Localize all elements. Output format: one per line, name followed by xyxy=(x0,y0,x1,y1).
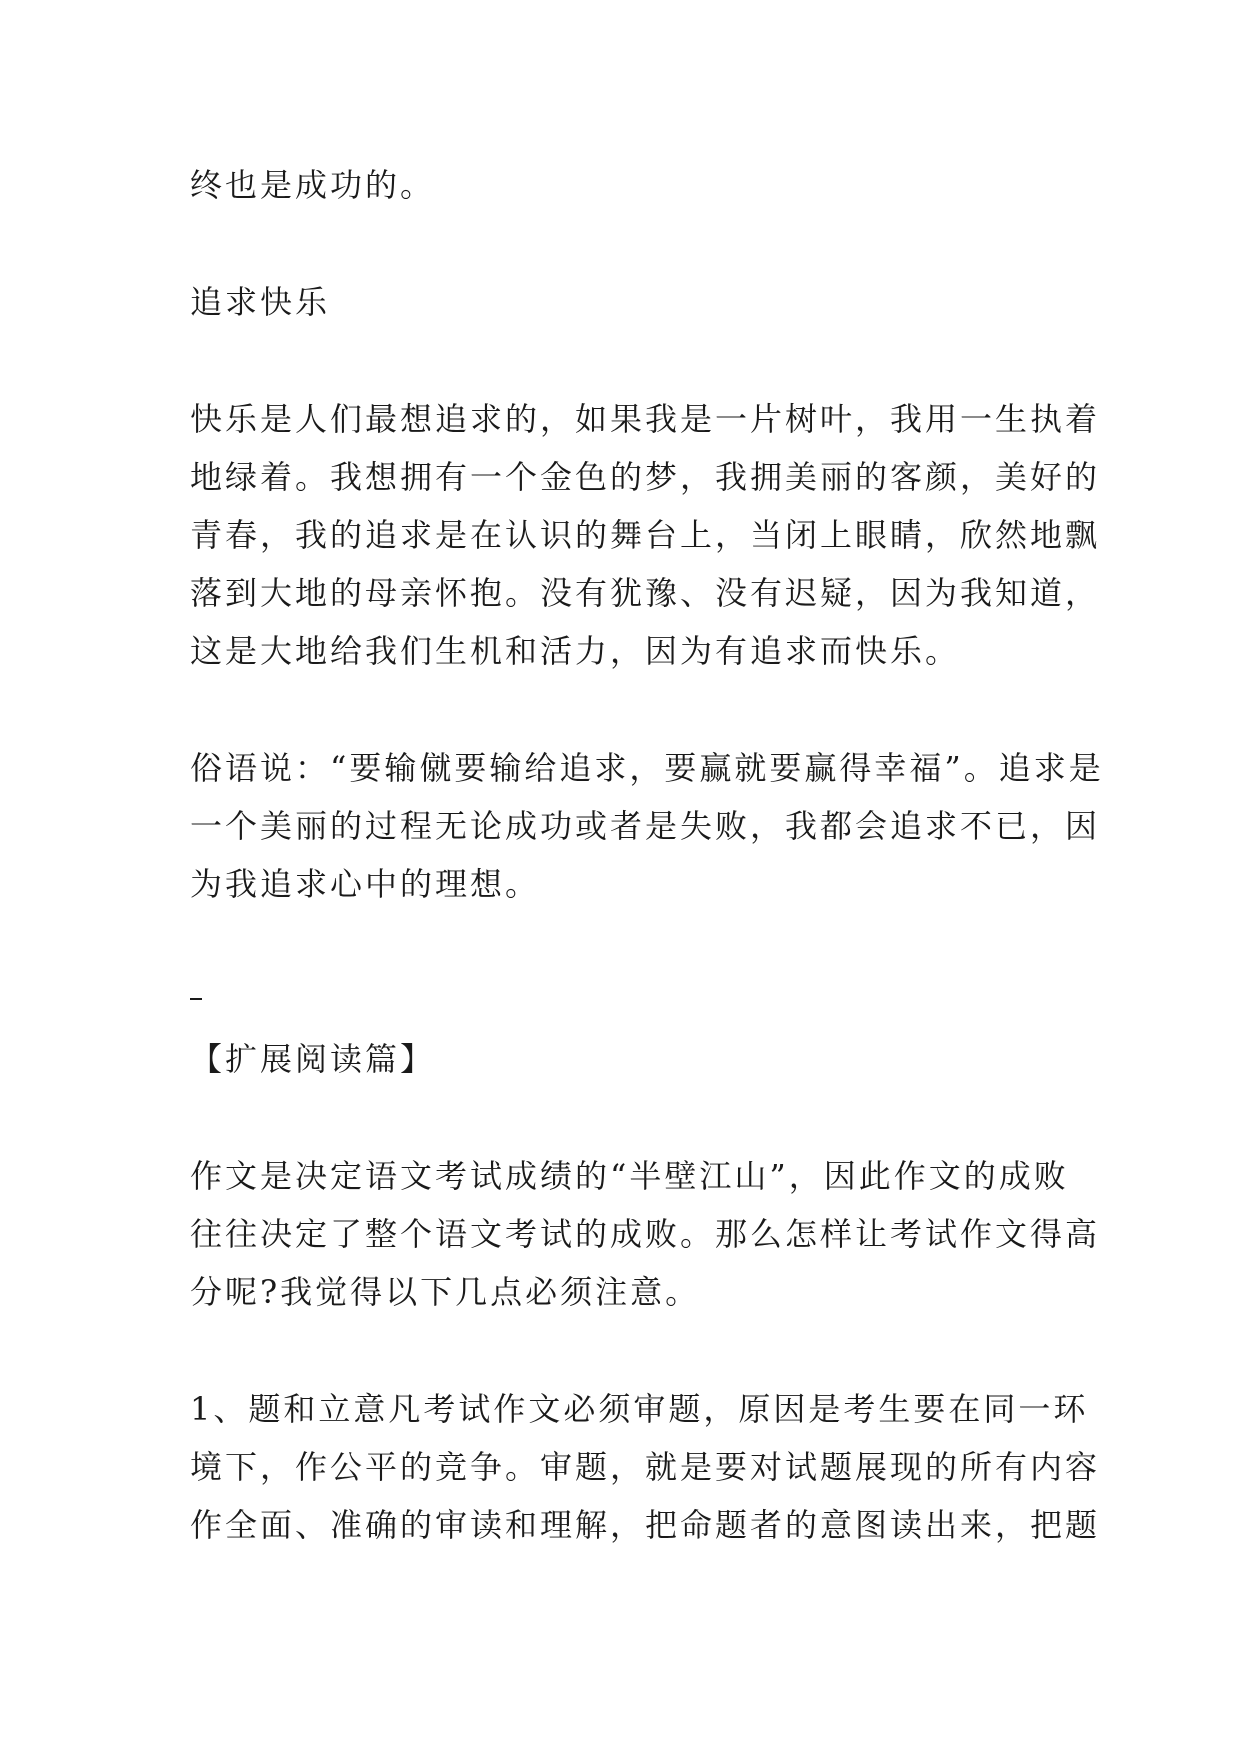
section-heading: 【扩展阅读篇】 xyxy=(190,1040,436,1078)
paragraph-line: 这是大地给我们生机和活力，因为有追求而快乐。 xyxy=(190,632,961,670)
section-heading: 追求快乐 xyxy=(190,283,331,321)
paragraph-line: 快乐是人们最想追求的，如果我是一片树叶，我用一生执着 xyxy=(190,400,1101,438)
paragraph-line: 1、题和立意凡考试作文必须审题，原因是考生要在同一环 xyxy=(190,1390,1089,1428)
paragraph-line: 分呢?我觉得以下几点必须注意。 xyxy=(190,1273,701,1311)
paragraph-line: 往往决定了整个语文考试的成败。那么怎样让考试作文得高 xyxy=(190,1215,1101,1253)
separator-dash xyxy=(190,998,202,1000)
paragraph-line: 为我追求心中的理想。 xyxy=(190,865,541,903)
paragraph-line: 落到大地的母亲怀抱。没有犹豫、没有迟疑，因为我知道， xyxy=(190,574,1101,612)
paragraph-line: 境下，作公平的竞争。审题，就是要对试题展现的所有内容 xyxy=(190,1448,1101,1486)
paragraph-line: 作文是决定语文考试成绩的“半壁江山”，因此作文的成败 xyxy=(190,1157,1069,1195)
paragraph-line: 一个美丽的过程无论成功或者是失败，我都会追求不已，因 xyxy=(190,807,1101,845)
paragraph-line: 终也是成功的。 xyxy=(190,166,436,204)
paragraph-line: 作全面、准确的审读和理解，把命题者的意图读出来，把题 xyxy=(190,1506,1101,1544)
paragraph-line: 地绿着。我想拥有一个金色的梦，我拥美丽的客颜，美好的 xyxy=(190,458,1101,496)
paragraph-line: 俗语说：“要输僦要输给追求，要赢就要赢得幸福”。追求是 xyxy=(190,749,1104,787)
paragraph-line: 青春，我的追求是在认识的舞台上，当闭上眼睛，欣然地飘 xyxy=(190,516,1101,554)
